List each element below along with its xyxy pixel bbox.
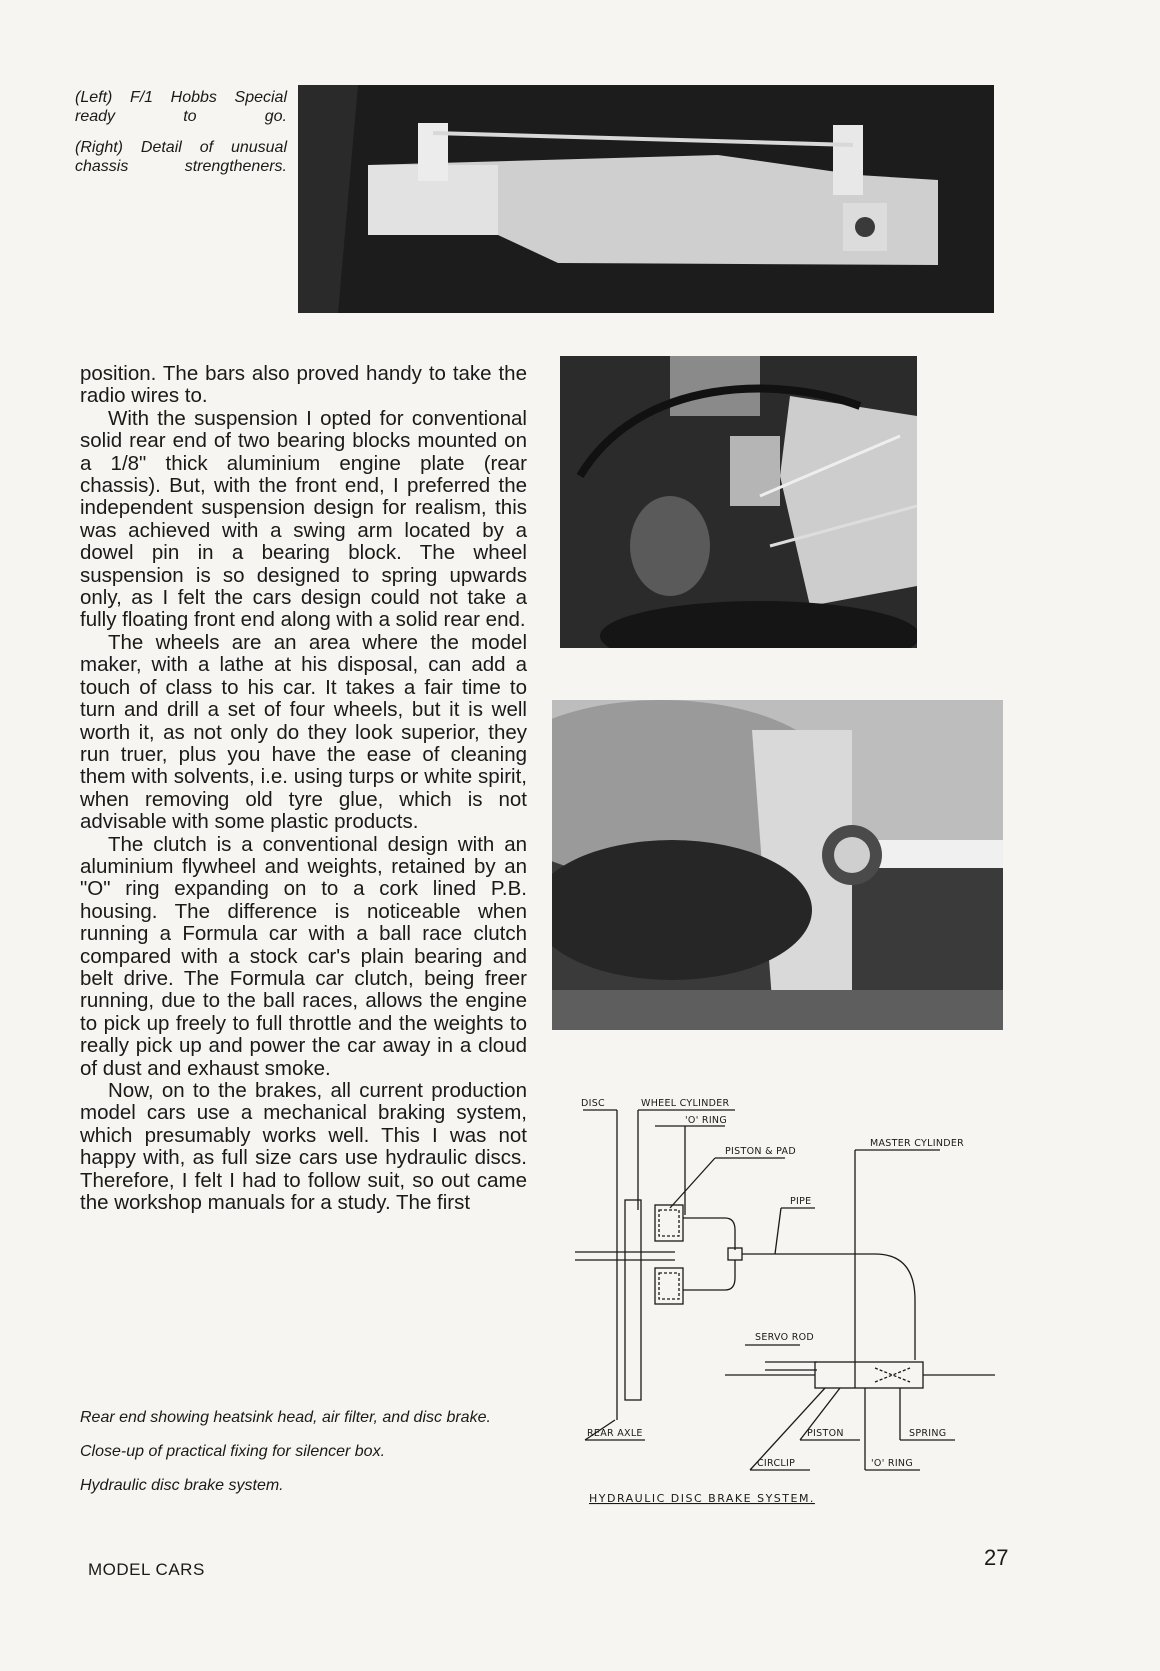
top-captions	[75, 88, 287, 188]
silencer-fixing-photo	[552, 700, 1003, 1030]
label-pipe: PIPE	[790, 1196, 812, 1207]
label-wheel-cylinder: WHEEL CYLINDER	[641, 1098, 730, 1109]
chassis-detail-photo	[298, 85, 994, 313]
article-body	[80, 363, 527, 1214]
diagram-title: HYDRAULIC DISC BRAKE SYSTEM.	[589, 1492, 815, 1505]
magazine-name: MODEL CARS	[88, 1560, 205, 1579]
label-o-ring-top: 'O' RING	[685, 1115, 727, 1126]
paragraph: The wheels are an area where the model maker, with a lathe at his disposal, can add a touch of class to his car. It takes a fair time to turn and drill a set of four wheels, but it is well worth it, as not only do they look superior, they run truer, plus you have the ease of cleaning them with solvents, i.e. using turps or white spirit, when removing old tyre glue, which is not advisable with some plastic products.	[80, 630, 527, 834]
label-circlip: CIRCLIP	[757, 1458, 796, 1469]
paragraph: position. The bars also proved handy to take the radio wires to.	[80, 362, 527, 408]
rear-end-photo	[560, 356, 917, 648]
brake-system-diagram	[575, 1090, 1015, 1510]
label-disc: DISC	[581, 1098, 605, 1109]
caption-left-photo: (Left) F/1 Hobbs Special ready to go.	[75, 89, 287, 125]
caption-brake-diagram: Hydraulic disc brake system.	[80, 1477, 284, 1494]
bottom-captions	[80, 1408, 530, 1510]
label-piston: PISTON	[807, 1428, 844, 1439]
label-piston-pad: PISTON & PAD	[725, 1146, 796, 1157]
caption-silencer: Close-up of practical fixing for silencer box.	[80, 1443, 386, 1460]
page-number: 27	[984, 1545, 1009, 1570]
label-rear-axle: REAR AXLE	[587, 1428, 643, 1439]
caption-rear-end: Rear end showing heatsink head, air filter, and disc brake.	[80, 1409, 491, 1426]
label-spring: SPRING	[909, 1428, 947, 1439]
label-master-cylinder: MASTER CYLINDER	[870, 1138, 965, 1149]
paragraph: The clutch is a conventional design with an aluminium flywheel and weights, retained by an "O" ring expanding on to a cork lined P.B. housing. The difference is noticeable when running a Formula car with a ball race clutch compared with a stock car's plain bearing and belt drive. The Formula car clutch, being freer running, due to the ball races, allows the engine to pick up freely to full throttle and the weights to really pick up and power the car away in a cloud of dust and exhaust smoke.	[80, 832, 527, 1080]
label-servo-rod: SERVO ROD	[755, 1332, 815, 1343]
paragraph: Now, on to the brakes, all current production model cars use a mechanical braking system, which presumably works well. This I was not happy with, as full size cars use hydraulic discs. Therefore, I felt I had to follow suit, so out came the workshop manuals for a study. The first	[80, 1079, 527, 1215]
paragraph: With the suspension I opted for conventional solid rear end of two bearing blocks mounted on a 1/8" thick aluminium engine plate (rear chassis). But, with the front end, I preferred the independent suspension design for realism, this was achieved with a swing arm located by a dowel pin in a bearing block. The wheel suspension is so designed to spring upwards only, as I felt the cars design could not take a fully floating front end along with a solid rear end.	[80, 406, 527, 632]
label-o-ring-bottom: 'O' RING	[871, 1458, 913, 1469]
caption-right-photo: (Right) Detail of unusual chassis strengtheners.	[75, 139, 287, 175]
